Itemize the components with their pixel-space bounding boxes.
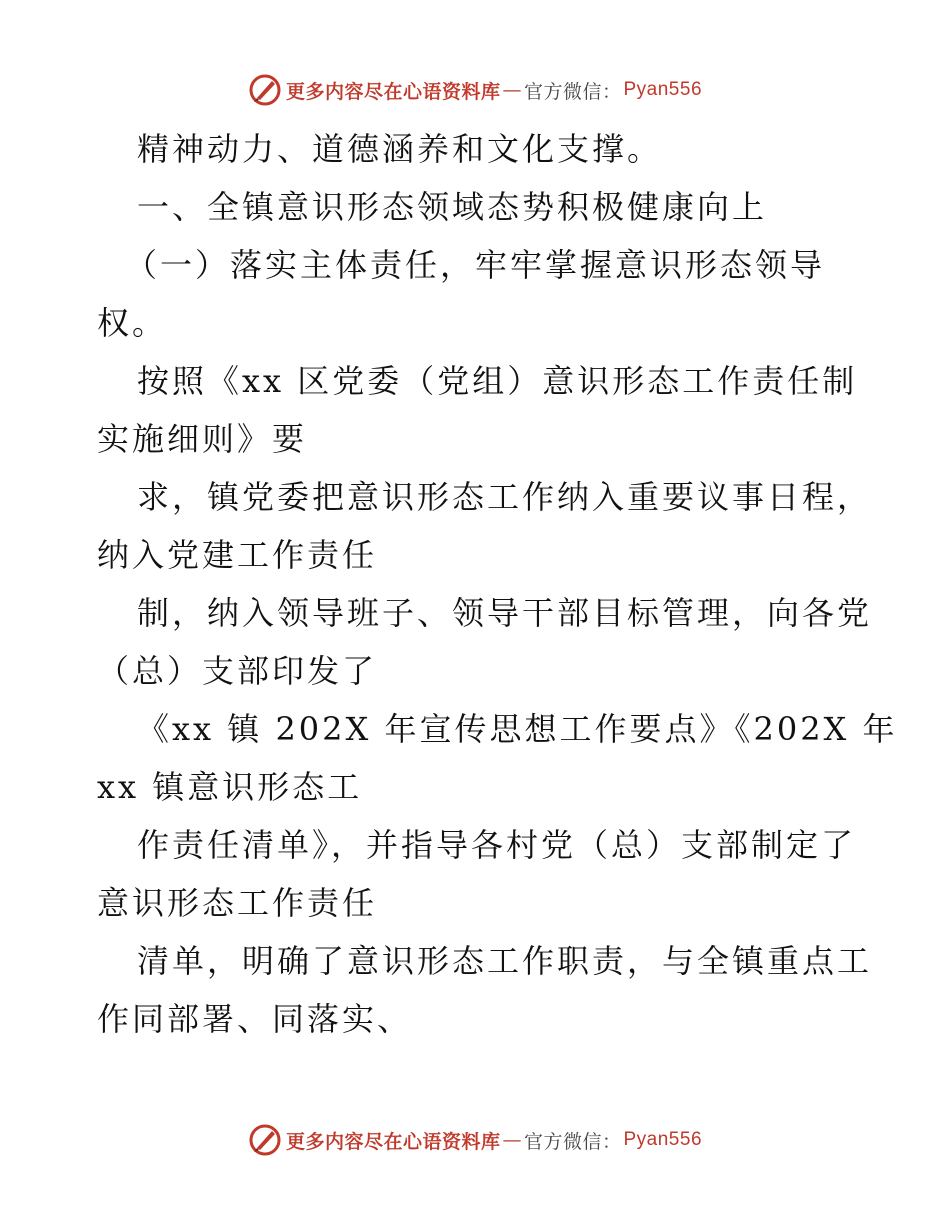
text-line: 纳入党建工作责任 <box>97 536 378 574</box>
text-line: 权。 <box>97 304 168 342</box>
quill-pen-circle-icon <box>248 73 282 107</box>
text-line: 求，镇党委把意识形态工作纳入重要议事日程， <box>137 478 873 516</box>
header-watermark <box>0 72 950 108</box>
section-heading: 一、全镇意识形态领域态势积极健康向上 <box>137 188 768 226</box>
watermark-dash: — <box>502 1129 522 1151</box>
quill-pen-circle-icon <box>248 1123 282 1157</box>
watermark-brand: 更多内容尽在心语资料库 <box>285 1130 501 1153</box>
document-body <box>97 120 898 1048</box>
footer-watermark <box>0 1122 950 1158</box>
subsection-heading: （一）落实主体责任，牢牢掌握意识形态领导 <box>125 246 826 284</box>
text-line: 制，纳入领导班子、领导干部目标管理，向各党 <box>137 594 873 632</box>
text-line: 精神动力、道德涵养和文化支撑。 <box>137 130 663 168</box>
text-line: 作责任清单》，并指导各村党（总）支部制定了 <box>137 826 857 864</box>
text-line: 实施细则》要 <box>97 420 308 458</box>
text-line: 《xx 镇 202X 年宣传思想工作要点》《202X 年 <box>137 710 898 748</box>
watermark-brand: 更多内容尽在心语资料库 <box>285 80 501 103</box>
text-line: （总）支部印发了 <box>97 652 378 690</box>
text-line: xx 镇意识形态工 <box>97 768 363 806</box>
text-line: 清单，明确了意识形态工作职责，与全镇重点工 <box>137 942 873 980</box>
watermark-contact-id: Pyan556 <box>623 79 703 100</box>
watermark-contact-id: Pyan556 <box>623 1129 703 1150</box>
text-line: 按照《xx 区党委（党组）意识形态工作责任制 <box>137 362 858 400</box>
watermark-contact-label: 官方微信： <box>523 1130 622 1153</box>
text-line: 作同部署、同落实、 <box>97 1000 413 1038</box>
text-line: 意识形态工作责任 <box>97 884 378 922</box>
watermark-contact-label: 官方微信： <box>523 80 622 103</box>
watermark-dash: — <box>502 79 522 101</box>
